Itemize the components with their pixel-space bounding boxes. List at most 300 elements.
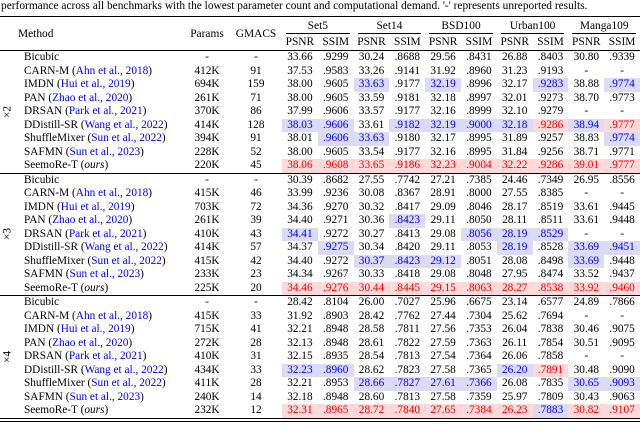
- method-name: CARN-M (Ahn et al., 2018): [24, 187, 153, 199]
- metric-cell: 27.59: [430, 336, 456, 349]
- metric-cell: .7385: [466, 173, 492, 186]
- params-value: 410K: [194, 227, 220, 240]
- metric-cell: .9606: [322, 105, 349, 117]
- metric-cell: .7840: [389, 404, 425, 420]
- col-header-method: Method: [18, 27, 54, 40]
- col-header-set14: [354, 17, 426, 36]
- table-row: [0, 173, 640, 187]
- params-value: 233K: [194, 268, 220, 280]
- metric-cell: 28.11: [502, 214, 528, 226]
- metric-cell: 38.03: [282, 119, 318, 133]
- metric-cell: 32.10: [502, 105, 528, 117]
- params-value: 220K: [194, 159, 220, 171]
- scale-group-x3: [0, 173, 640, 296]
- method-name: SAFMN (Sun et al., 2023): [24, 145, 144, 158]
- metric-cell: .8948: [322, 390, 349, 403]
- metric-cell: .9286: [533, 159, 569, 173]
- metric-cell: .9773: [609, 91, 635, 104]
- metric-cell: .9272: [322, 227, 349, 240]
- metric-cell: 25.97: [502, 390, 528, 403]
- citation-link[interactable]: Zhao et al., 2020: [52, 336, 129, 349]
- method-name: DRSAN (Park et al., 2021): [24, 105, 147, 117]
- table-caption: performance across all benchmarks with the lowest parameter count and computational demand. '-' represents unreported results.: [1, 0, 588, 12]
- metric-cell: 29.08: [430, 268, 456, 280]
- metric-cell: .9605: [322, 91, 349, 104]
- gmacs-value: 71: [250, 91, 262, 104]
- metric-cell: .7858: [537, 350, 564, 362]
- metric-cell: 31.89: [502, 132, 528, 144]
- metric-cell: .9460: [604, 282, 640, 296]
- metric-cell: .8431: [466, 51, 492, 63]
- metric-cell: 29.12: [425, 255, 461, 269]
- table-row: [0, 323, 640, 337]
- metric-cell: .9180: [394, 132, 421, 144]
- col-header-set5: [282, 17, 354, 36]
- citation-link[interactable]: Park et al., 2021: [68, 227, 143, 240]
- metric-cell: .9777: [604, 159, 640, 173]
- metric-cell: .7027: [394, 296, 421, 308]
- metric-cell: .9095: [609, 336, 635, 349]
- table-row: [0, 214, 640, 228]
- metric-cell: -: [584, 64, 589, 77]
- col-header-ssim: SSIM: [465, 36, 493, 48]
- metric-cell: -: [584, 187, 589, 199]
- metric-cell: 32.01: [502, 91, 528, 104]
- metric-cell: .9279: [537, 105, 564, 117]
- metric-cell: .9271: [322, 214, 349, 226]
- metric-cell: 33.66: [287, 51, 313, 63]
- gmacs-value: 57: [250, 241, 262, 253]
- metric-cell: .9774: [604, 78, 640, 92]
- col-header-urban100: [497, 17, 569, 36]
- params-value: 394K: [194, 132, 220, 144]
- gmacs-value: 41: [250, 323, 262, 335]
- metric-cell: 32.18: [430, 91, 456, 104]
- metric-cell: 26.00: [358, 296, 385, 308]
- metric-cell: 32.22: [497, 159, 533, 173]
- metric-cell: .8529: [533, 228, 569, 242]
- gmacs-value: 86: [250, 105, 262, 117]
- metric-cell: .7835: [537, 377, 564, 389]
- params-value: 272K: [194, 336, 220, 349]
- metric-cell: .9141: [394, 64, 421, 77]
- metric-cell: .9608: [318, 159, 354, 173]
- metric-cell: 32.17: [502, 78, 528, 90]
- metric-cell: .8682: [322, 173, 349, 186]
- metric-cell: .7823: [394, 363, 421, 376]
- table-header: [0, 17, 640, 51]
- method-name: SAFMN (Sun et al., 2023): [24, 390, 144, 403]
- params-value: 228K: [194, 145, 220, 158]
- params-value: -: [205, 51, 209, 63]
- table-row: [0, 119, 640, 133]
- metric-cell: 26.11: [502, 336, 528, 349]
- metric-cell: 28.19: [497, 241, 533, 255]
- metric-cell: .9177: [394, 105, 421, 117]
- scale-label: ×2: [1, 105, 14, 118]
- metric-cell: 34.40: [287, 214, 313, 226]
- col-header-bsd100: [425, 17, 497, 36]
- params-value: 225K: [194, 281, 220, 294]
- col-header-params: Params: [190, 27, 224, 40]
- metric-cell: .9075: [609, 323, 635, 335]
- metric-cell: 29.15: [425, 282, 461, 296]
- metric-cell: .9272: [322, 254, 349, 267]
- gmacs-value: 31: [250, 350, 262, 362]
- params-value: 415K: [194, 254, 220, 267]
- scale-label: ×3: [1, 228, 14, 241]
- metric-cell: 33.26: [358, 64, 385, 77]
- metric-cell: .7827: [389, 377, 425, 391]
- metric-cell: .7694: [537, 309, 564, 322]
- table-row: [0, 404, 640, 420]
- gmacs-value: 52: [250, 145, 262, 158]
- citation-link[interactable]: Wang et al., 2022: [84, 363, 164, 376]
- metric-cell: .9181: [394, 91, 421, 104]
- metric-cell: .7811: [394, 323, 420, 335]
- metric-cell: 32.17: [430, 132, 456, 144]
- metric-cell: 31.23: [502, 64, 528, 77]
- metric-cell: 28.61: [358, 336, 385, 349]
- params-value: 414K: [194, 241, 220, 253]
- table-row: [0, 65, 640, 79]
- benchmark-name: Manga109: [572, 20, 636, 34]
- metric-cell: .9000: [461, 119, 497, 133]
- metric-cell: .9583: [322, 64, 349, 77]
- metric-cell: 28.27: [497, 282, 533, 296]
- metric-cell: .8960: [318, 364, 354, 378]
- citation-link[interactable]: Sun et al., 2023: [69, 390, 141, 403]
- table-row: [0, 377, 640, 391]
- params-value: 240K: [194, 390, 220, 403]
- metric-cell: 33.92: [568, 282, 604, 296]
- metric-cell: 34.40: [287, 254, 313, 267]
- citation-link[interactable]: Sun et al., 2022: [91, 254, 162, 267]
- metric-cell: .7813: [394, 390, 421, 403]
- gmacs-value: 46: [250, 187, 262, 199]
- gmacs-value: 159: [247, 78, 265, 90]
- metric-cell: 38.00: [287, 78, 313, 90]
- metric-cell: .8051: [466, 254, 492, 267]
- table-row: [0, 187, 640, 201]
- ours-note: ours: [84, 404, 105, 416]
- table-row: [0, 146, 640, 160]
- metric-cell: .8056: [461, 228, 497, 242]
- gmacs-value: 72: [250, 200, 262, 213]
- metric-cell: 33.65: [354, 159, 390, 173]
- metric-cell: -: [584, 350, 589, 362]
- metric-cell: .8528: [537, 241, 564, 253]
- citation-link[interactable]: Park et al., 2021: [68, 350, 143, 362]
- params-value: -: [205, 296, 209, 308]
- metric-cell: 25.96: [430, 296, 456, 308]
- params-value: -: [205, 173, 209, 186]
- method-name: CARN-M (Ahn et al., 2018): [24, 309, 153, 322]
- metric-cell: .9236: [322, 187, 349, 199]
- method-name: CARN-M (Ahn et al., 2018): [24, 64, 153, 77]
- metric-cell: .8511: [538, 214, 563, 226]
- method-name: IMDN (Hui et al., 2019): [24, 200, 135, 213]
- table-row: [0, 201, 640, 215]
- metric-cell: 30.65: [568, 377, 604, 391]
- table-row: [0, 78, 640, 92]
- citation-link[interactable]: Zhao et al., 2020: [52, 91, 129, 104]
- col-header-ssim: SSIM: [394, 36, 421, 48]
- metric-cell: 32.13: [287, 336, 313, 349]
- table-row: [0, 51, 640, 65]
- metric-cell: 33.69: [568, 241, 604, 255]
- benchmark-name: Set14: [358, 20, 422, 34]
- metric-cell: .9606: [318, 132, 354, 146]
- col-header-psnr: PSNR: [357, 36, 386, 48]
- metric-cell: .8995: [466, 145, 492, 158]
- metric-cell: .9605: [322, 78, 349, 90]
- metric-cell: 28.62: [358, 363, 385, 376]
- metric-cell: 33.99: [287, 187, 313, 199]
- metric-cell: -: [584, 227, 589, 240]
- table-row: [0, 296, 640, 310]
- citation-link[interactable]: Ahn et al., 2018: [75, 187, 149, 199]
- gmacs-value: 14: [250, 390, 262, 403]
- metric-cell: 33.61: [358, 118, 385, 131]
- metric-cell: 34.46: [282, 282, 318, 296]
- metric-cell: .9177: [394, 78, 421, 90]
- citation-link[interactable]: Ahn et al., 2018: [75, 64, 149, 77]
- metric-cell: 33.61: [573, 214, 600, 226]
- metric-cell: 29.11: [430, 241, 456, 253]
- metric-cell: 26.06: [502, 350, 528, 362]
- metric-cell: 27.58: [430, 390, 456, 403]
- citation-link[interactable]: Hui et al., 2019: [60, 200, 131, 213]
- gmacs-value: 91: [250, 132, 262, 144]
- table-row: [0, 350, 640, 364]
- metric-cell: .8953: [322, 377, 349, 389]
- metric-cell: 28.72: [354, 404, 390, 420]
- citation-link[interactable]: Sun et al., 2022: [91, 132, 162, 144]
- metric-cell: 34.41: [282, 228, 318, 242]
- metric-cell: 30.32: [358, 200, 385, 213]
- metric-cell: .7813: [394, 350, 421, 362]
- metric-cell: .9270: [322, 200, 349, 213]
- citation-link[interactable]: Hui et al., 2019: [60, 323, 131, 335]
- metric-cell: .8960: [466, 64, 492, 77]
- metric-cell: 27.21: [430, 173, 456, 186]
- metric-cell: 32.15: [287, 350, 313, 362]
- metric-cell: .6577: [537, 296, 564, 308]
- metric-cell: .9177: [394, 145, 421, 158]
- metric-cell: .9448: [609, 214, 635, 226]
- metric-cell: 32.19: [425, 78, 461, 92]
- metric-cell: .7762: [394, 309, 421, 322]
- metric-cell: .9275: [318, 241, 354, 255]
- metric-cell: 32.23: [425, 159, 461, 173]
- metric-cell: -: [620, 309, 624, 322]
- metric-cell: .7366: [461, 377, 497, 391]
- table-row: [0, 337, 640, 351]
- table-row: [0, 310, 640, 324]
- metric-cell: 31.84: [502, 145, 528, 158]
- col-header-psnr: PSNR: [428, 36, 458, 48]
- metric-cell: 28.42: [358, 309, 385, 322]
- metric-cell: 30.46: [573, 323, 600, 335]
- metric-cell: .7822: [394, 336, 421, 349]
- citation-link[interactable]: Ahn et al., 2018: [75, 309, 149, 322]
- metric-cell: .9276: [318, 282, 354, 296]
- col-header-ssim: SSIM: [322, 36, 349, 48]
- metric-cell: 29.56: [430, 51, 456, 63]
- metric-cell: .8948: [322, 336, 349, 349]
- gmacs-value: 23: [250, 268, 262, 280]
- metric-cell: .8385: [537, 187, 564, 199]
- method-name: SeemoRe-T (ours): [24, 159, 109, 171]
- metric-cell: 30.08: [358, 187, 385, 199]
- params-value: 412K: [194, 64, 220, 77]
- method-name: DRSAN (Park et al., 2021): [24, 350, 147, 362]
- metric-cell: 29.09: [430, 200, 456, 213]
- table-row: [0, 268, 640, 282]
- metric-cell: 30.37: [354, 255, 390, 269]
- method-name: PAN (Zhao et al., 2020): [24, 336, 133, 349]
- col-header-gmacs: GMACS: [235, 27, 277, 40]
- col-header-ssim: SSIM: [608, 36, 636, 48]
- gmacs-value: 43: [250, 227, 262, 240]
- col-header-psnr: PSNR: [572, 36, 601, 48]
- metric-cell: .7359: [466, 390, 492, 403]
- metric-cell: .7866: [609, 296, 635, 308]
- metric-cell: 32.16: [430, 145, 456, 158]
- method-name: Bicubic: [24, 296, 60, 308]
- metric-cell: .7363: [466, 336, 492, 349]
- params-value: 434K: [194, 363, 220, 376]
- citation-link[interactable]: Hui et al., 2019: [60, 78, 131, 90]
- metric-cell: .9606: [318, 119, 354, 133]
- metric-cell: .8903: [322, 309, 349, 322]
- citation-link[interactable]: Sun et al., 2023: [69, 268, 141, 280]
- metric-cell: 30.44: [354, 282, 390, 296]
- metric-cell: .7384: [461, 404, 497, 420]
- metric-cell: 28.42: [287, 296, 313, 308]
- metric-cell: 31.92: [287, 309, 313, 322]
- table-row: [0, 92, 640, 106]
- metric-cell: .9273: [537, 91, 564, 104]
- citation-link[interactable]: Park et al., 2021: [68, 105, 143, 117]
- gmacs-value: 33: [250, 363, 262, 376]
- metric-cell: 28.66: [354, 377, 390, 391]
- gmacs-value: 20: [250, 281, 262, 294]
- metric-cell: .8367: [394, 187, 421, 199]
- metric-cell: 30.80: [573, 51, 600, 63]
- metric-cell: .9777: [604, 119, 640, 133]
- table-row: [0, 228, 640, 242]
- metric-cell: .8538: [533, 282, 569, 296]
- metric-cell: 32.21: [287, 377, 313, 389]
- metric-cell: .9063: [609, 390, 635, 403]
- metric-cell: 32.19: [425, 119, 461, 133]
- metric-cell: 33.63: [354, 132, 390, 146]
- scale-group-x2: [0, 51, 640, 174]
- metric-cell: -: [620, 350, 624, 362]
- method-name: SAFMN (Sun et al., 2023): [24, 268, 144, 280]
- metric-cell: .7742: [394, 173, 421, 186]
- metric-cell: .8519: [537, 200, 564, 213]
- method-name: ShuffleMixer (Sun et al., 2022): [24, 132, 166, 144]
- metric-cell: .8995: [466, 132, 492, 144]
- metric-cell: .8104: [322, 296, 349, 308]
- metric-cell: .9090: [609, 363, 635, 376]
- metric-cell: 32.31: [282, 404, 318, 420]
- metric-cell: 30.33: [358, 268, 385, 280]
- metric-cell: .7353: [466, 323, 492, 335]
- metric-cell: 38.01: [287, 132, 313, 144]
- method-name: DRSAN (Park et al., 2021): [24, 227, 147, 240]
- metric-cell: 30.24: [358, 51, 385, 63]
- metric-cell: 28.58: [358, 323, 385, 335]
- metric-cell: .9437: [609, 268, 635, 280]
- metric-cell: 33.69: [568, 255, 604, 269]
- gmacs-value: 45: [250, 159, 262, 171]
- metric-cell: 28.17: [502, 200, 528, 213]
- metric-cell: 27.56: [430, 323, 456, 335]
- metric-cell: 38.71: [573, 145, 600, 158]
- metric-cell: 33.52: [573, 268, 600, 280]
- gmacs-value: 28: [250, 336, 262, 349]
- metric-cell: 33.57: [358, 105, 385, 117]
- metric-cell: 30.82: [568, 404, 604, 420]
- col-header-psnr: PSNR: [285, 36, 315, 48]
- metric-cell: .8423: [389, 255, 425, 269]
- metric-cell: 27.61: [425, 377, 461, 391]
- col-header-psnr: PSNR: [500, 36, 529, 48]
- params-value: 410K: [194, 350, 220, 362]
- citation-link[interactable]: Sun et al., 2022: [91, 377, 162, 389]
- metric-cell: 32.18: [287, 390, 313, 403]
- metric-cell: 28.91: [430, 187, 456, 199]
- metric-cell: 27.54: [430, 350, 456, 362]
- citation-link[interactable]: Sun et al., 2023: [69, 145, 141, 158]
- metric-cell: .9445: [609, 200, 635, 213]
- metric-cell: 30.39: [287, 173, 313, 186]
- metric-cell: 27.44: [430, 309, 456, 322]
- metric-cell: 32.23: [282, 364, 318, 378]
- metric-cell: .9299: [322, 51, 349, 63]
- metric-cell: 33.59: [358, 91, 385, 104]
- metric-cell: .8556: [609, 173, 635, 186]
- metric-cell: 29.11: [430, 214, 456, 226]
- gmacs-value: -: [254, 51, 258, 63]
- citation-link[interactable]: Wang et al., 2022: [84, 118, 164, 131]
- metric-cell: 27.65: [425, 404, 461, 420]
- metric-cell: .8048: [466, 268, 492, 280]
- citation-link[interactable]: Zhao et al., 2020: [52, 214, 129, 226]
- metric-cell: 34.37: [287, 241, 313, 253]
- metric-cell: 38.94: [568, 119, 604, 133]
- table-row: [0, 105, 640, 119]
- metric-cell: 34.36: [287, 200, 313, 213]
- metric-cell: 31.92: [430, 64, 456, 77]
- metric-cell: 32.16: [430, 105, 456, 117]
- metric-cell: .7364: [466, 350, 492, 362]
- metric-cell: -: [620, 105, 624, 117]
- metric-cell: .9283: [533, 78, 569, 92]
- table-row: [0, 132, 640, 146]
- gmacs-value: 91: [250, 64, 262, 77]
- metric-cell: 38.83: [573, 132, 600, 144]
- metric-cell: .9451: [604, 241, 640, 255]
- method-name: PAN (Zhao et al., 2020): [24, 214, 133, 226]
- col-header-ssim: SSIM: [537, 36, 564, 48]
- metric-cell: .9339: [609, 51, 635, 63]
- citation-link[interactable]: Wang et al., 2022: [84, 241, 164, 253]
